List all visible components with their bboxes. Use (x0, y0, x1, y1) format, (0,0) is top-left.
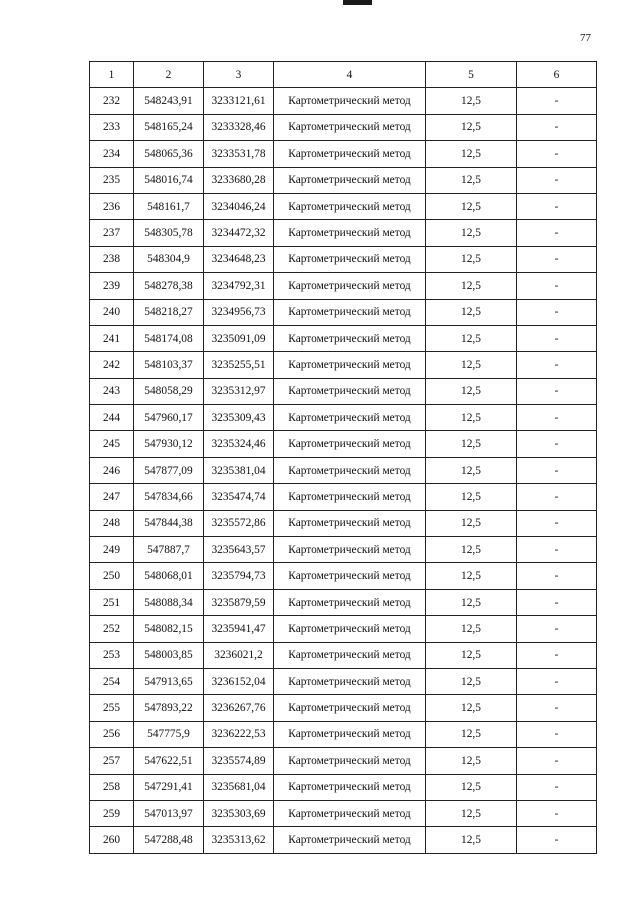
accuracy-cell: 12,5 (426, 616, 517, 642)
x-coordinate-cell: 548065,36 (134, 141, 204, 167)
accuracy-cell: 12,5 (426, 800, 517, 826)
note-cell: - (517, 193, 597, 219)
accuracy-cell: 12,5 (426, 563, 517, 589)
method-cell: Картометрический метод (274, 114, 426, 140)
note-cell: - (517, 774, 597, 800)
method-cell: Картометрический метод (274, 431, 426, 457)
note-cell: - (517, 589, 597, 615)
x-coordinate-cell: 548243,91 (134, 88, 204, 114)
table-row (90, 246, 597, 272)
y-coordinate-cell: 3234792,31 (204, 273, 274, 299)
method-cell: Картометрический метод (274, 273, 426, 299)
point-number-cell: 255 (90, 695, 134, 721)
note-cell: - (517, 88, 597, 114)
note-cell: - (517, 378, 597, 404)
x-coordinate-cell: 547960,17 (134, 405, 204, 431)
y-coordinate-cell: 3233680,28 (204, 167, 274, 193)
method-cell: Картометрический метод (274, 220, 426, 246)
method-cell: Картометрический метод (274, 457, 426, 483)
point-number-cell: 253 (90, 642, 134, 668)
x-coordinate-cell: 548161,7 (134, 193, 204, 219)
x-coordinate-cell: 548165,24 (134, 114, 204, 140)
x-coordinate-cell: 547288,48 (134, 827, 204, 853)
method-cell: Картометрический метод (274, 246, 426, 272)
table-row (90, 668, 597, 694)
table-row (90, 431, 597, 457)
note-cell: - (517, 246, 597, 272)
page-number: 77 (580, 32, 591, 44)
y-coordinate-cell: 3235313,62 (204, 827, 274, 853)
y-coordinate-cell: 3235941,47 (204, 616, 274, 642)
x-coordinate-cell: 548016,74 (134, 167, 204, 193)
x-coordinate-cell: 548174,08 (134, 325, 204, 351)
method-cell: Картометрический метод (274, 167, 426, 193)
accuracy-cell: 12,5 (426, 141, 517, 167)
table-row (90, 800, 597, 826)
y-coordinate-cell: 3236222,53 (204, 721, 274, 747)
x-coordinate-cell: 548058,29 (134, 378, 204, 404)
table-row (90, 774, 597, 800)
method-cell: Картометрический метод (274, 510, 426, 536)
scan-mark (343, 0, 372, 5)
point-number-cell: 232 (90, 88, 134, 114)
point-number-cell: 244 (90, 405, 134, 431)
y-coordinate-cell: 3234046,24 (204, 193, 274, 219)
y-coordinate-cell: 3234472,32 (204, 220, 274, 246)
accuracy-cell: 12,5 (426, 378, 517, 404)
table-body (90, 88, 597, 853)
point-number-cell: 238 (90, 246, 134, 272)
table-row (90, 378, 597, 404)
accuracy-cell: 12,5 (426, 405, 517, 431)
y-coordinate-cell: 3235303,69 (204, 800, 274, 826)
header-cell: 5 (426, 62, 517, 88)
y-coordinate-cell: 3235309,43 (204, 405, 274, 431)
point-number-cell: 234 (90, 141, 134, 167)
method-cell: Картометрический метод (274, 774, 426, 800)
coordinates-table (89, 61, 597, 854)
note-cell: - (517, 299, 597, 325)
method-cell: Картометрический метод (274, 721, 426, 747)
note-cell: - (517, 563, 597, 589)
x-coordinate-cell: 548305,78 (134, 220, 204, 246)
y-coordinate-cell: 3235643,57 (204, 537, 274, 563)
accuracy-cell: 12,5 (426, 88, 517, 114)
point-number-cell: 245 (90, 431, 134, 457)
y-coordinate-cell: 3233121,61 (204, 88, 274, 114)
y-coordinate-cell: 3233531,78 (204, 141, 274, 167)
y-coordinate-cell: 3235312,97 (204, 378, 274, 404)
x-coordinate-cell: 547887,7 (134, 537, 204, 563)
y-coordinate-cell: 3235474,74 (204, 484, 274, 510)
x-coordinate-cell: 547013,97 (134, 800, 204, 826)
table-row (90, 220, 597, 246)
point-number-cell: 256 (90, 721, 134, 747)
note-cell: - (517, 431, 597, 457)
point-number-cell: 259 (90, 800, 134, 826)
x-coordinate-cell: 547844,38 (134, 510, 204, 536)
point-number-cell: 248 (90, 510, 134, 536)
method-cell: Картометрический метод (274, 378, 426, 404)
x-coordinate-cell: 547930,12 (134, 431, 204, 457)
accuracy-cell: 12,5 (426, 695, 517, 721)
note-cell: - (517, 721, 597, 747)
table-row (90, 273, 597, 299)
y-coordinate-cell: 3235572,86 (204, 510, 274, 536)
y-coordinate-cell: 3235879,59 (204, 589, 274, 615)
table-row (90, 537, 597, 563)
table-row (90, 589, 597, 615)
accuracy-cell: 12,5 (426, 642, 517, 668)
point-number-cell: 236 (90, 193, 134, 219)
y-coordinate-cell: 3235574,89 (204, 748, 274, 774)
note-cell: - (517, 141, 597, 167)
method-cell: Картометрический метод (274, 537, 426, 563)
table-row (90, 510, 597, 536)
note-cell: - (517, 800, 597, 826)
method-cell: Картометрический метод (274, 589, 426, 615)
x-coordinate-cell: 548103,37 (134, 352, 204, 378)
header-cell: 1 (90, 62, 134, 88)
table-header-row (90, 62, 597, 88)
note-cell: - (517, 114, 597, 140)
point-number-cell: 246 (90, 457, 134, 483)
x-coordinate-cell: 548218,27 (134, 299, 204, 325)
note-cell: - (517, 352, 597, 378)
point-number-cell: 249 (90, 537, 134, 563)
y-coordinate-cell: 3235794,73 (204, 563, 274, 589)
y-coordinate-cell: 3233328,46 (204, 114, 274, 140)
x-coordinate-cell: 548068,01 (134, 563, 204, 589)
x-coordinate-cell: 548278,38 (134, 273, 204, 299)
method-cell: Картометрический метод (274, 695, 426, 721)
table-row (90, 405, 597, 431)
y-coordinate-cell: 3235324,46 (204, 431, 274, 457)
x-coordinate-cell: 547291,41 (134, 774, 204, 800)
table-row (90, 827, 597, 853)
y-coordinate-cell: 3234648,23 (204, 246, 274, 272)
y-coordinate-cell: 3236152,04 (204, 668, 274, 694)
point-number-cell: 257 (90, 748, 134, 774)
method-cell: Картометрический метод (274, 827, 426, 853)
method-cell: Картометрический метод (274, 616, 426, 642)
x-coordinate-cell: 548082,15 (134, 616, 204, 642)
x-coordinate-cell: 548088,34 (134, 589, 204, 615)
accuracy-cell: 12,5 (426, 299, 517, 325)
accuracy-cell: 12,5 (426, 827, 517, 853)
y-coordinate-cell: 3234956,73 (204, 299, 274, 325)
y-coordinate-cell: 3236267,76 (204, 695, 274, 721)
note-cell: - (517, 167, 597, 193)
point-number-cell: 251 (90, 589, 134, 615)
x-coordinate-cell: 547913,65 (134, 668, 204, 694)
accuracy-cell: 12,5 (426, 748, 517, 774)
note-cell: - (517, 273, 597, 299)
point-number-cell: 242 (90, 352, 134, 378)
note-cell: - (517, 537, 597, 563)
accuracy-cell: 12,5 (426, 167, 517, 193)
accuracy-cell: 12,5 (426, 220, 517, 246)
method-cell: Картометрический метод (274, 141, 426, 167)
table-row (90, 141, 597, 167)
accuracy-cell: 12,5 (426, 484, 517, 510)
note-cell: - (517, 642, 597, 668)
point-number-cell: 237 (90, 220, 134, 246)
method-cell: Картометрический метод (274, 352, 426, 378)
point-number-cell: 240 (90, 299, 134, 325)
note-cell: - (517, 457, 597, 483)
method-cell: Картометрический метод (274, 88, 426, 114)
accuracy-cell: 12,5 (426, 510, 517, 536)
table-row (90, 325, 597, 351)
note-cell: - (517, 405, 597, 431)
header-cell: 6 (517, 62, 597, 88)
accuracy-cell: 12,5 (426, 721, 517, 747)
table-row (90, 616, 597, 642)
table-row (90, 114, 597, 140)
point-number-cell: 260 (90, 827, 134, 853)
point-number-cell: 250 (90, 563, 134, 589)
note-cell: - (517, 827, 597, 853)
note-cell: - (517, 220, 597, 246)
accuracy-cell: 12,5 (426, 352, 517, 378)
header-cell: 2 (134, 62, 204, 88)
y-coordinate-cell: 3235255,51 (204, 352, 274, 378)
table-row (90, 748, 597, 774)
note-cell: - (517, 484, 597, 510)
method-cell: Картометрический метод (274, 299, 426, 325)
x-coordinate-cell: 547775,9 (134, 721, 204, 747)
x-coordinate-cell: 548003,85 (134, 642, 204, 668)
table-row (90, 563, 597, 589)
method-cell: Картометрический метод (274, 325, 426, 351)
method-cell: Картометрический метод (274, 748, 426, 774)
y-coordinate-cell: 3235381,04 (204, 457, 274, 483)
table-row (90, 695, 597, 721)
accuracy-cell: 12,5 (426, 668, 517, 694)
x-coordinate-cell: 547893,22 (134, 695, 204, 721)
table-row (90, 193, 597, 219)
x-coordinate-cell: 547877,09 (134, 457, 204, 483)
table-row (90, 167, 597, 193)
method-cell: Картометрический метод (274, 642, 426, 668)
header-cell: 3 (204, 62, 274, 88)
point-number-cell: 247 (90, 484, 134, 510)
table-row (90, 299, 597, 325)
method-cell: Картометрический метод (274, 405, 426, 431)
point-number-cell: 258 (90, 774, 134, 800)
table-row (90, 642, 597, 668)
note-cell: - (517, 616, 597, 642)
x-coordinate-cell: 547834,66 (134, 484, 204, 510)
method-cell: Картометрический метод (274, 484, 426, 510)
point-number-cell: 243 (90, 378, 134, 404)
point-number-cell: 233 (90, 114, 134, 140)
accuracy-cell: 12,5 (426, 114, 517, 140)
accuracy-cell: 12,5 (426, 325, 517, 351)
point-number-cell: 252 (90, 616, 134, 642)
point-number-cell: 241 (90, 325, 134, 351)
table-row (90, 88, 597, 114)
point-number-cell: 254 (90, 668, 134, 694)
point-number-cell: 239 (90, 273, 134, 299)
table-row (90, 352, 597, 378)
table-row (90, 484, 597, 510)
y-coordinate-cell: 3235091,09 (204, 325, 274, 351)
accuracy-cell: 12,5 (426, 457, 517, 483)
accuracy-cell: 12,5 (426, 431, 517, 457)
accuracy-cell: 12,5 (426, 193, 517, 219)
method-cell: Картометрический метод (274, 800, 426, 826)
method-cell: Картометрический метод (274, 668, 426, 694)
y-coordinate-cell: 3236021,2 (204, 642, 274, 668)
x-coordinate-cell: 547622,51 (134, 748, 204, 774)
y-coordinate-cell: 3235681,04 (204, 774, 274, 800)
accuracy-cell: 12,5 (426, 273, 517, 299)
x-coordinate-cell: 548304,9 (134, 246, 204, 272)
method-cell: Картометрический метод (274, 563, 426, 589)
accuracy-cell: 12,5 (426, 589, 517, 615)
accuracy-cell: 12,5 (426, 246, 517, 272)
note-cell: - (517, 668, 597, 694)
table-row (90, 457, 597, 483)
accuracy-cell: 12,5 (426, 774, 517, 800)
method-cell: Картометрический метод (274, 193, 426, 219)
note-cell: - (517, 695, 597, 721)
note-cell: - (517, 510, 597, 536)
header-cell: 4 (274, 62, 426, 88)
note-cell: - (517, 748, 597, 774)
accuracy-cell: 12,5 (426, 537, 517, 563)
table-row (90, 721, 597, 747)
point-number-cell: 235 (90, 167, 134, 193)
note-cell: - (517, 325, 597, 351)
